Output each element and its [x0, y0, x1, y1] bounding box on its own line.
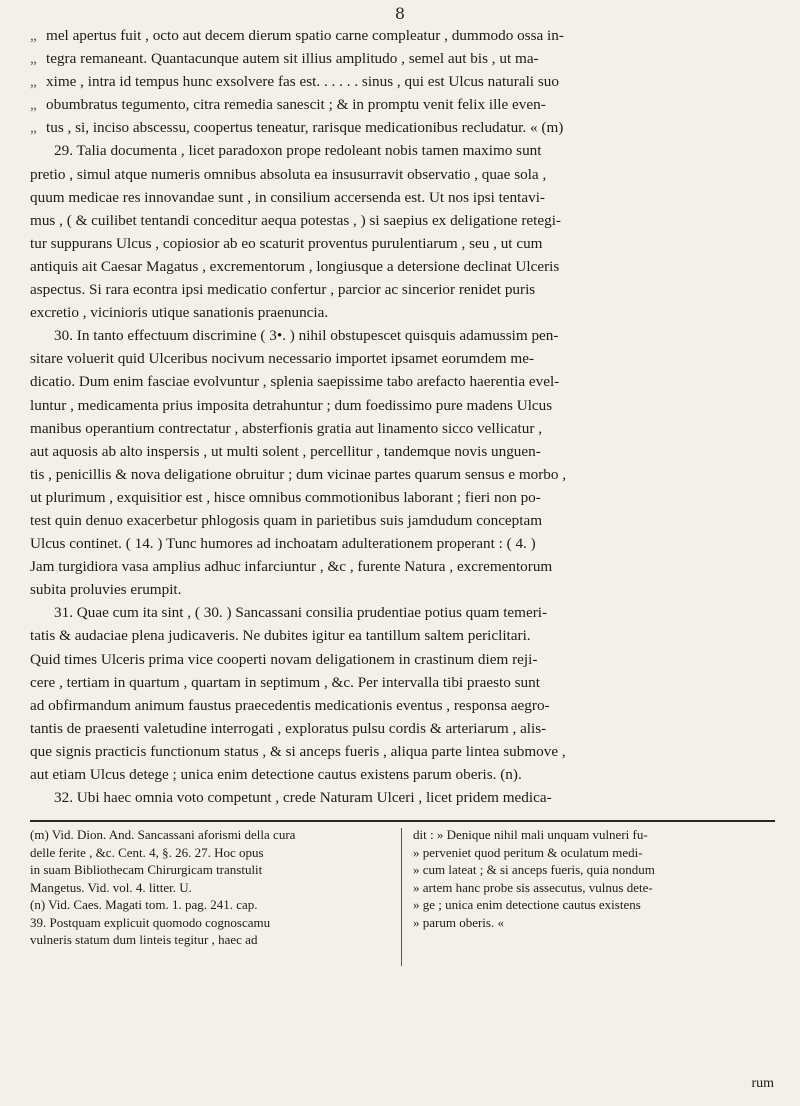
quote-line: „ tus , si, inciso abscessu, coopertus teneatur, rarisque medicationibus recludatur. « (m) [30, 119, 564, 137]
paragraph-29-line: excretio , vicinioris utique sanationis praenuncia. [30, 304, 329, 322]
quote-line: „ obumbratus tegumento, citra remedia sanescit ; & in promptu venit felix ille even- [30, 96, 546, 114]
paragraph-29-line: tur suppurans Ulcus , copiosior ab eo scaturit proventus purulentiarum , seu , ut cum [30, 234, 543, 252]
quote-line: „ mel apertus fuit , octo aut decem dierum spatio carne compleatur , dummodo ossa in- [30, 27, 564, 44]
footnote-line: delle ferite , &c. Cent. 4, §. 26. 27. Hoc opus [30, 844, 264, 860]
paragraph-31-line: que signis practicis functionum status , & si anceps fueris , aliqua parte lintea submove , [30, 742, 566, 760]
paragraph-29-line: 29. Talia documenta , licet paradoxon prope redoleant nobis tamen maximo sunt [54, 142, 542, 160]
footnote-line: » ge ; unica enim detectione cautus existens [413, 897, 641, 912]
paragraph-29-line: mus , ( & cuilibet tentandi conceditur aequa potestas , ) si saepius ex deligatione retegi- [30, 211, 561, 229]
paragraph-31-line: tantis de praesenti valetudine interrogati , exploratus pulsu cordis & arteriarum , alis- [30, 719, 547, 737]
paragraph-31-line: cere , tertiam in quartum , quartam in septimum , &c. Per intervalla tibi praesto sunt [30, 673, 540, 691]
paragraph-30-line: dicatio. Dum enim fasciae evolvuntur , splenia saepissime tabo arefacto haerentia evel- [30, 373, 560, 391]
paragraph-30-line: subita proluvies erumpit. [30, 581, 182, 599]
main-text [30, 24, 775, 809]
footnote-line: in suam Bibliothecam Chirurgicam transtulit [30, 862, 263, 877]
paragraph-31-line: tatis & audaciae plena judicaveris. Ne dubites igitur ea tantillum saltem periclitari. [30, 627, 531, 645]
paragraph-31-line: Quid times Ulceris prima vice cooperti novam deligationem in crastinum diem reji- [30, 650, 538, 668]
footnote-line: Mangetus. Vid. vol. 4. litter. U. [30, 879, 192, 895]
paragraph-29-line: pretio , simul atque numeris omnibus absoluta ea insusurravit observatio , quae sola , [30, 165, 547, 183]
paragraph-30-line: luntur , medicamenta prius imposita detrahuntur ; dum foedissimo pure madens Ulcus [30, 396, 553, 414]
footnote-line: vulneris statum dum linteis tegitur , haec ad [30, 932, 258, 947]
paragraph-30-line: tis , penicillis & nova deligatione obruitur ; dum vicinae partes quarum sensus e morbo , [30, 465, 567, 483]
paragraph-29-line: quum medicae res innovandae sunt , in consilium accersenda est. Ut nos ipsi tentavi- [30, 188, 545, 206]
page-number: 8 [394, 4, 406, 23]
paragraph-30-line: 30. In tanto effectuum discrimine ( 3•. ) nihil obstupescet quisquis adamussim pen- [54, 327, 559, 345]
paragraph-31-line: aut etiam Ulcus detege ; unica enim detectione cautus existens parum oberis. (n). [30, 766, 522, 783]
paragraph-30-line: ut plurimum , exquisitior est , hisce omnibus commotionibus laborant ; fieri non po- [30, 488, 541, 506]
footnote-line: » cum lateat ; & si anceps fueris, quia nondum [413, 862, 655, 877]
paragraph-29-line: antiquis ait Caesar Magatus , excrementorum , longiusque a detersione declinat Ulceris [30, 257, 560, 275]
paragraph-30-line: manibus operantium contrectatur , absterfionis gratia aut linamento sicco vellicatur , [30, 419, 542, 437]
paragraph-30-line: Jam turgidiora vasa amplius adhuc infarciuntur , &c , furente Natura , excrementorum [30, 558, 553, 576]
footnote-line: » perveniet quod peritum & oculatum medi- [413, 844, 643, 860]
catchword: rum [751, 1076, 774, 1091]
quote-line: „ xime , intra id tempus hunc exsolvere fas est. . . . . . sinus , qui est Ulcus naturali suo [30, 73, 559, 91]
paragraph-31-line: ad obfirmandum animum faustus praecedentis medicationis eventus , responsa aegro- [30, 696, 550, 714]
paragraph-30-line: Ulcus continet. ( 14. ) Tunc humores ad inchoatam adulterationem properant : ( 4. ) [30, 535, 536, 553]
column-divider [401, 828, 402, 966]
paragraph-30-line: sitare voluerit quid Ulceribus nocivum necessario importet ipsamet eorumdem me- [30, 350, 534, 368]
footnote-line: » artem hanc probe sis assecutus, vulnus dete- [413, 879, 653, 895]
footnote-line: (n) Vid. Caes. Magati tom. 1. pag. 241. cap. [30, 897, 258, 912]
paragraph-30-line: aut aquosis ab alto inspersis , ut multi solent , percellitur , tandemque novis unguen- [30, 442, 541, 460]
footnotes [30, 826, 775, 1076]
footnotes-left-column [30, 826, 392, 949]
paragraph-30-line: test quin denuo exacerbetur phlogosis quam in parietibus suis jamdudum conceptam [30, 511, 543, 529]
footnote-line: » parum oberis. « [413, 914, 504, 930]
footnotes-right-column [413, 826, 775, 931]
paragraph-32-line: 32. Ubi haec omnia voto competunt , crede Naturam Ulceri , licet pridem medica- [54, 789, 552, 807]
quote-line: „ tegra remaneant. Quantacunque autem sit illius amplitudo , semel aut bis , ut ma- [30, 50, 539, 68]
paragraph-29-line: aspectus. Si rara econtra ipsi medicatio confertur , parcior ac sincerior renidet puris [30, 281, 536, 299]
footnote-line: (m) Vid. Dion. And. Sancassani aforismi della cura [30, 827, 296, 842]
footnote-line: dit : » Denique nihil mali unquam vulneri fu- [413, 827, 648, 842]
footnote-divider [30, 820, 775, 822]
paragraph-31-line: 31. Quae cum ita sint , ( 30. ) Sancassani consilia prudentiae potius quam temeri- [54, 604, 548, 622]
footnote-line: 39. Postquam explicuit quomodo cognoscamu [30, 914, 271, 930]
